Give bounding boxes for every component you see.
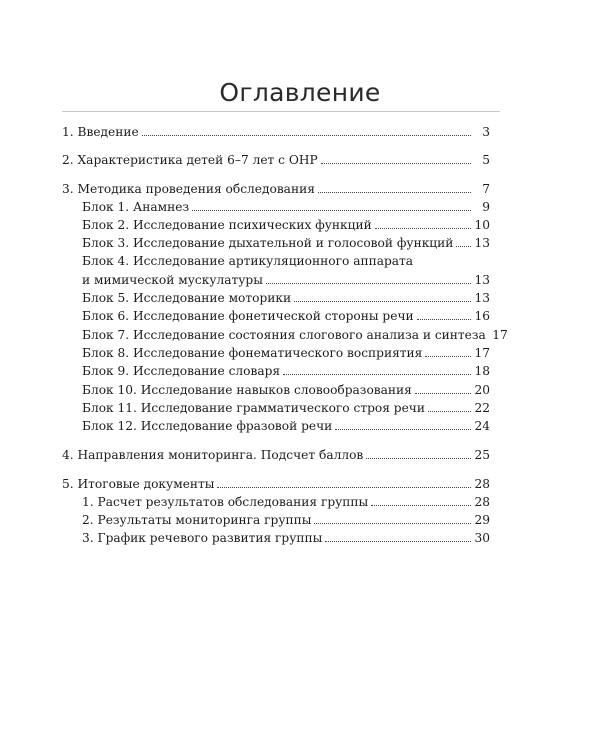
toc-entry-page: 22 bbox=[474, 401, 490, 415]
dot-leader bbox=[192, 210, 471, 211]
toc-subentry[interactable] bbox=[82, 363, 490, 380]
dot-leader bbox=[415, 393, 471, 394]
toc-entry-label: Блок 6. Исследование фонетической стороны речи bbox=[82, 309, 414, 323]
toc-subentry[interactable] bbox=[82, 308, 490, 325]
toc-entry-page: 24 bbox=[474, 419, 490, 433]
dot-leader bbox=[325, 541, 471, 542]
toc-subentry[interactable] bbox=[82, 530, 490, 547]
dot-leader bbox=[375, 228, 471, 229]
toc-entry-label: Блок 12. Исследование фразовой речи bbox=[82, 419, 333, 433]
toc-entry[interactable] bbox=[62, 181, 490, 198]
toc-entry-page: 7 bbox=[482, 182, 490, 196]
toc-entry-label: Блок 3. Исследование дыхательной и голосовой функций bbox=[82, 236, 454, 250]
toc-entry-page: 29 bbox=[474, 513, 490, 527]
toc-entry-page: 17 bbox=[474, 346, 490, 360]
toc-entry-page: 13 bbox=[474, 291, 490, 305]
toc-entry[interactable] bbox=[62, 152, 490, 169]
dot-leader bbox=[428, 411, 471, 412]
dot-leader bbox=[335, 429, 471, 430]
dot-leader bbox=[283, 374, 471, 375]
dot-leader bbox=[321, 163, 471, 164]
toc-subentry[interactable] bbox=[82, 382, 490, 399]
dot-leader bbox=[266, 283, 471, 284]
toc-entry-page: 28 bbox=[474, 495, 490, 509]
dot-leader bbox=[217, 487, 471, 488]
toc-entry-label: 4. Направления мониторинга. Подсчет баллов bbox=[62, 448, 364, 462]
toc-subentry[interactable] bbox=[82, 327, 508, 344]
toc-entry-page: 3 bbox=[482, 125, 490, 139]
toc-subentry[interactable] bbox=[82, 217, 490, 234]
toc-subentry-line1[interactable]: Блок 4. Исследование артикуляционного аппарата bbox=[82, 254, 414, 268]
dot-leader bbox=[366, 458, 471, 459]
toc-entry-page: 10 bbox=[474, 218, 490, 232]
toc-subentry[interactable] bbox=[82, 345, 490, 362]
toc-entry-page: 5 bbox=[482, 153, 490, 167]
toc-entry-page: 13 bbox=[474, 273, 490, 287]
toc-entry-page: 9 bbox=[482, 200, 490, 214]
dot-leader bbox=[294, 301, 471, 302]
toc-entry-page: 13 bbox=[474, 236, 490, 250]
toc-entry-label: 2. Характеристика детей 6–7 лет с ОНР bbox=[62, 153, 318, 167]
toc-entry-page: 28 bbox=[474, 477, 490, 491]
toc-subentry[interactable] bbox=[82, 400, 490, 417]
toc-entry-label: 3. Методика проведения обследования bbox=[62, 182, 315, 196]
dot-leader bbox=[318, 192, 471, 193]
toc-entry-page: 17 bbox=[492, 328, 508, 342]
toc-subentry[interactable] bbox=[82, 512, 490, 529]
dot-leader bbox=[456, 246, 471, 247]
toc-entry-label: 1. Расчет результатов обследования группы bbox=[82, 495, 369, 509]
toc-entry-label: Блок 2. Исследование психических функций bbox=[82, 218, 372, 232]
toc-subentry[interactable] bbox=[82, 272, 490, 289]
toc-entry-label: Блок 11. Исследование грамматического строя речи bbox=[82, 401, 425, 415]
toc-subentry[interactable] bbox=[82, 494, 490, 511]
toc-entry[interactable] bbox=[62, 476, 490, 493]
toc-subentry[interactable] bbox=[82, 235, 490, 252]
toc-entry-page: 25 bbox=[474, 448, 490, 462]
toc-entry-page: 18 bbox=[474, 364, 490, 378]
dot-leader bbox=[142, 135, 471, 136]
title-divider bbox=[62, 111, 500, 112]
page-title: Оглавление bbox=[219, 78, 381, 107]
toc-entry-page: 20 bbox=[474, 383, 490, 397]
toc-entry[interactable] bbox=[62, 124, 490, 141]
dot-leader bbox=[417, 319, 471, 320]
toc-entry-label: 1. Введение bbox=[62, 125, 139, 139]
toc-entry-page: 30 bbox=[474, 531, 490, 545]
toc-entry[interactable] bbox=[62, 447, 490, 464]
dot-leader bbox=[425, 356, 471, 357]
toc-subentry[interactable] bbox=[82, 199, 490, 216]
dot-leader bbox=[314, 523, 471, 524]
toc-entry-label: Блок 7. Исследование состояния слогового анализа и синтеза bbox=[82, 328, 486, 342]
toc-entry-label: 5. Итоговые документы bbox=[62, 477, 215, 491]
toc-subentry[interactable] bbox=[82, 418, 490, 435]
toc-entry-page: 16 bbox=[474, 309, 490, 323]
toc-entry-label: Блок 10. Исследование навыков словообразования bbox=[82, 383, 412, 397]
toc-entry-label: Блок 9. Исследование словаря bbox=[82, 364, 281, 378]
toc-entry-label: Блок 8. Исследование фонематического восприятия bbox=[82, 346, 423, 360]
toc-subentry[interactable] bbox=[82, 290, 490, 307]
dot-leader bbox=[371, 505, 471, 506]
toc-entry-label: Блок 5. Исследование моторики bbox=[82, 291, 292, 305]
toc-entry-label: и мимической мускулатуры bbox=[82, 273, 263, 287]
toc-entry-label: 3. График речевого развития группы bbox=[82, 531, 323, 545]
toc-entry-label: 2. Результаты мониторинга группы bbox=[82, 513, 312, 527]
toc-entry-label: Блок 1. Анамнез bbox=[82, 200, 190, 214]
